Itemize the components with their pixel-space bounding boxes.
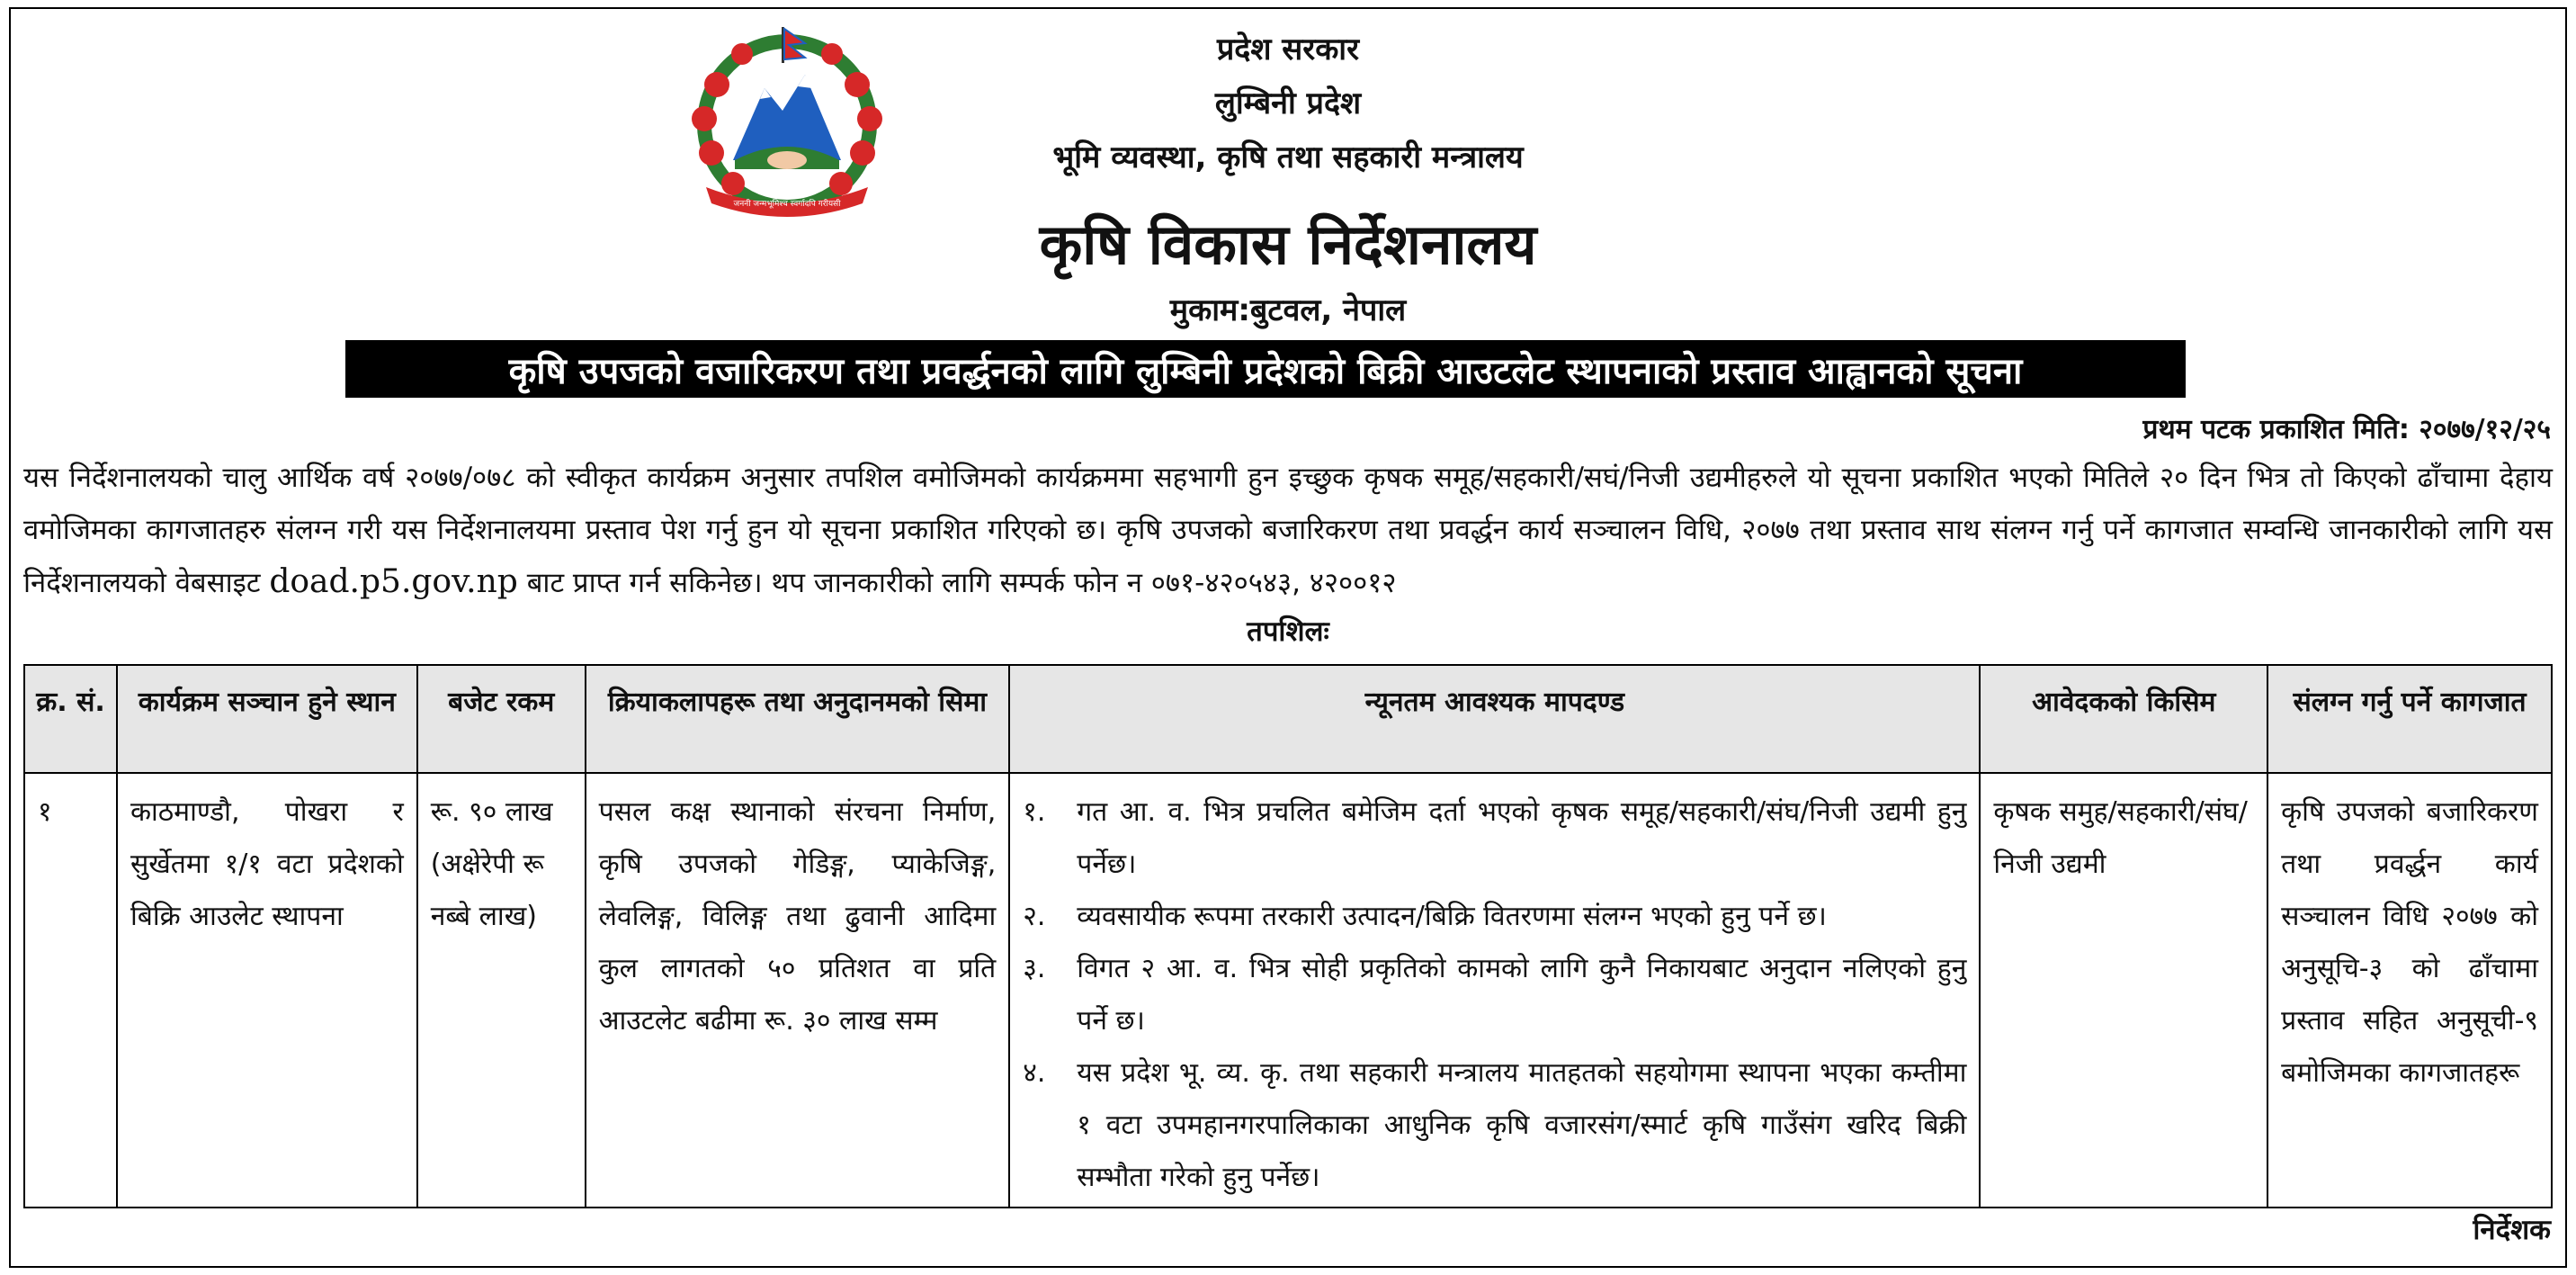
criteria-text: यस प्रदेश भू. व्य. कृ. तथा सहकारी मन्त्रालय मातहतको सहयोगमा स्थापना भएका कम्तीमा १ वटा उपमहानगरपालिकाका आधुनिक कृषि वजारसंग/स्मार्ट कृषि गाउँसंग खरिद बिक्री सम्भौता गरेको हुनु पर्नेछ। <box>1077 1057 1967 1193</box>
list-item <box>1023 786 1966 891</box>
cell-documents: कृषि उपजको बजारिकरण तथा प्रवर्द्धन कार्य सञ्चालन विधि २०७७ को अनुसूचि-३ को ढाँचामा प्रस्ताव सहित अनुसूची-९ बमोजिमका कागजातहरू <box>2267 773 2552 1208</box>
col-header-applicant: आवेदकको किसिम <box>1980 665 2267 773</box>
cell-budget: रू. ९० लाख (अक्षेरेपी रू नब्बे लाख) <box>417 773 586 1208</box>
header-line-2: लुम्बिनी प्रदेश <box>1214 85 1362 121</box>
office-name: कृषि विकास निर्देशनालय <box>1039 211 1537 277</box>
list-item <box>1023 943 1966 1047</box>
published-date: प्रथम पटक प्रकाशित मिति: २०७७/१२/२५ <box>2142 414 2551 445</box>
cell-location: काठमाण्डौ, पोखरा र सुर्खेतमा १/१ वटा प्रदेशको बिक्रि आउलेट स्थापना <box>117 773 417 1208</box>
table-row <box>24 773 2552 1208</box>
notice-body <box>23 452 2553 609</box>
criteria-number: १. <box>1023 796 1046 828</box>
table-header-row <box>24 665 2552 773</box>
table-title: तपशिलः <box>1247 615 1329 648</box>
col-header-sn: क्र. सं. <box>24 665 117 773</box>
signature: निर्देशक <box>2473 1214 2551 1246</box>
body-text-part2: बाट प्राप्त गर्न सकिनेछ। थप जानकारीको लागि सम्पर्क फोन न ०७१-४२०५४३, ४२००१२ <box>526 567 1397 599</box>
col-header-activities: क्रियाकलापहरू तथा अनुदानमको सिमा <box>586 665 1010 773</box>
col-header-location: कार्यक्रम सञ्चान हुने स्थान <box>117 665 417 773</box>
list-item <box>1023 891 1966 943</box>
criteria-number: २. <box>1023 901 1046 932</box>
criteria-text: गत आ. व. भित्र प्रचलित बमेजिम दर्ता भएको कृषक समूह/सहकारी/संघ/निजी उद्यमी हुनु पर्नेछ। <box>1077 796 1967 880</box>
office-address: मुकाम:बुटवल, नेपाल <box>1169 292 1407 328</box>
col-header-documents: संलग्न गर्नु पर्ने कागजात <box>2267 665 2552 773</box>
criteria-list <box>1023 786 1966 1204</box>
details-table <box>23 664 2553 1208</box>
cell-applicant: कृषक समुह/सहकारी/संघ/निजी उद्यमी <box>1980 773 2267 1208</box>
notice-title-banner: कृषि उपजको वजारिकरण तथा प्रवर्द्धनको लागि लुम्बिनी प्रदेशको बिक्री आउटलेट स्थापनाको प्रस्ताव आह्वानको सूचना <box>345 340 2186 398</box>
criteria-text: व्यवसायीक रूपमा तरकारी उत्पादन/बिक्रि वितरणमा संलग्न भएको हुनु पर्ने छ। <box>1077 901 1827 932</box>
emblem-motto: जननी जन्मभूमिश्च स्वर्गादपि गरीयसी <box>733 200 841 209</box>
cell-sn: १ <box>24 773 117 1208</box>
cell-activities: पसल कक्ष स्थानाको संरचना निर्माण, कृषि उपजको गेडिङ्ग, प्याकेजिङ्ग, लेवलिङ्ग, विलिङ्ग तथा ढुवानी आदिमा कुल लागतको ५० प्रतिशत वा प्रति आउटलेट बढीमा रू. ३० लाख सम्म <box>586 773 1010 1208</box>
header-line-1: प्रदेश सरकार <box>1216 31 1360 67</box>
list-item <box>1023 1047 1966 1204</box>
body-text-part1: यस निर्देशनालयको चालु आर्थिक वर्ष २०७७/०७८ को स्वीकृत कार्यक्रम अनुसार तपशिल वमोजिमको कार्यक्रममा सहभागी हुन इच्छुक कृषक समूह/सहकारी/सघं/निजी उद्यमीहरुले यो सूचना प्रकाशित भएको मितिले २० दिन भित्र तो किएको ढाँचामा देहाय वमोजिमका कागजातहरु संलग्न गरी यस निर्देशनालयमा प्रस्ताव पेश गर्नु हुन यो सूचना प्रकाशित गरिएको छ। कृषि उपजको बजारिकरण तथा प्रवर्द्धन कार्य सञ्चालन विधि, २०७७ तथा प्रस्ताव साथ संलग्न गर्नु पर्ने कागजात सम्वन्धि जानकारीको लागि यस निर्देशनालयको वेबसाइट <box>23 462 2553 599</box>
criteria-number: ३. <box>1023 953 1046 984</box>
criteria-text: विगत २ आ. व. भित्र सोही प्रकृतिको कामको लागि कुनै निकायबाट अनुदान नलिएको हुनु पर्ने छ। <box>1077 953 1967 1037</box>
header-line-3: भूमि व्यवस्था, कृषि तथा सहकारी मन्त्रालय <box>1052 139 1524 175</box>
cell-criteria <box>1009 773 1980 1208</box>
website-link[interactable]: doad.p5.gov.np <box>269 563 518 600</box>
criteria-number: ४. <box>1023 1057 1046 1089</box>
col-header-budget: बजेट रकम <box>417 665 586 773</box>
col-header-criteria: न्यूनतम आवश्यक मापदण्ड <box>1009 665 1980 773</box>
